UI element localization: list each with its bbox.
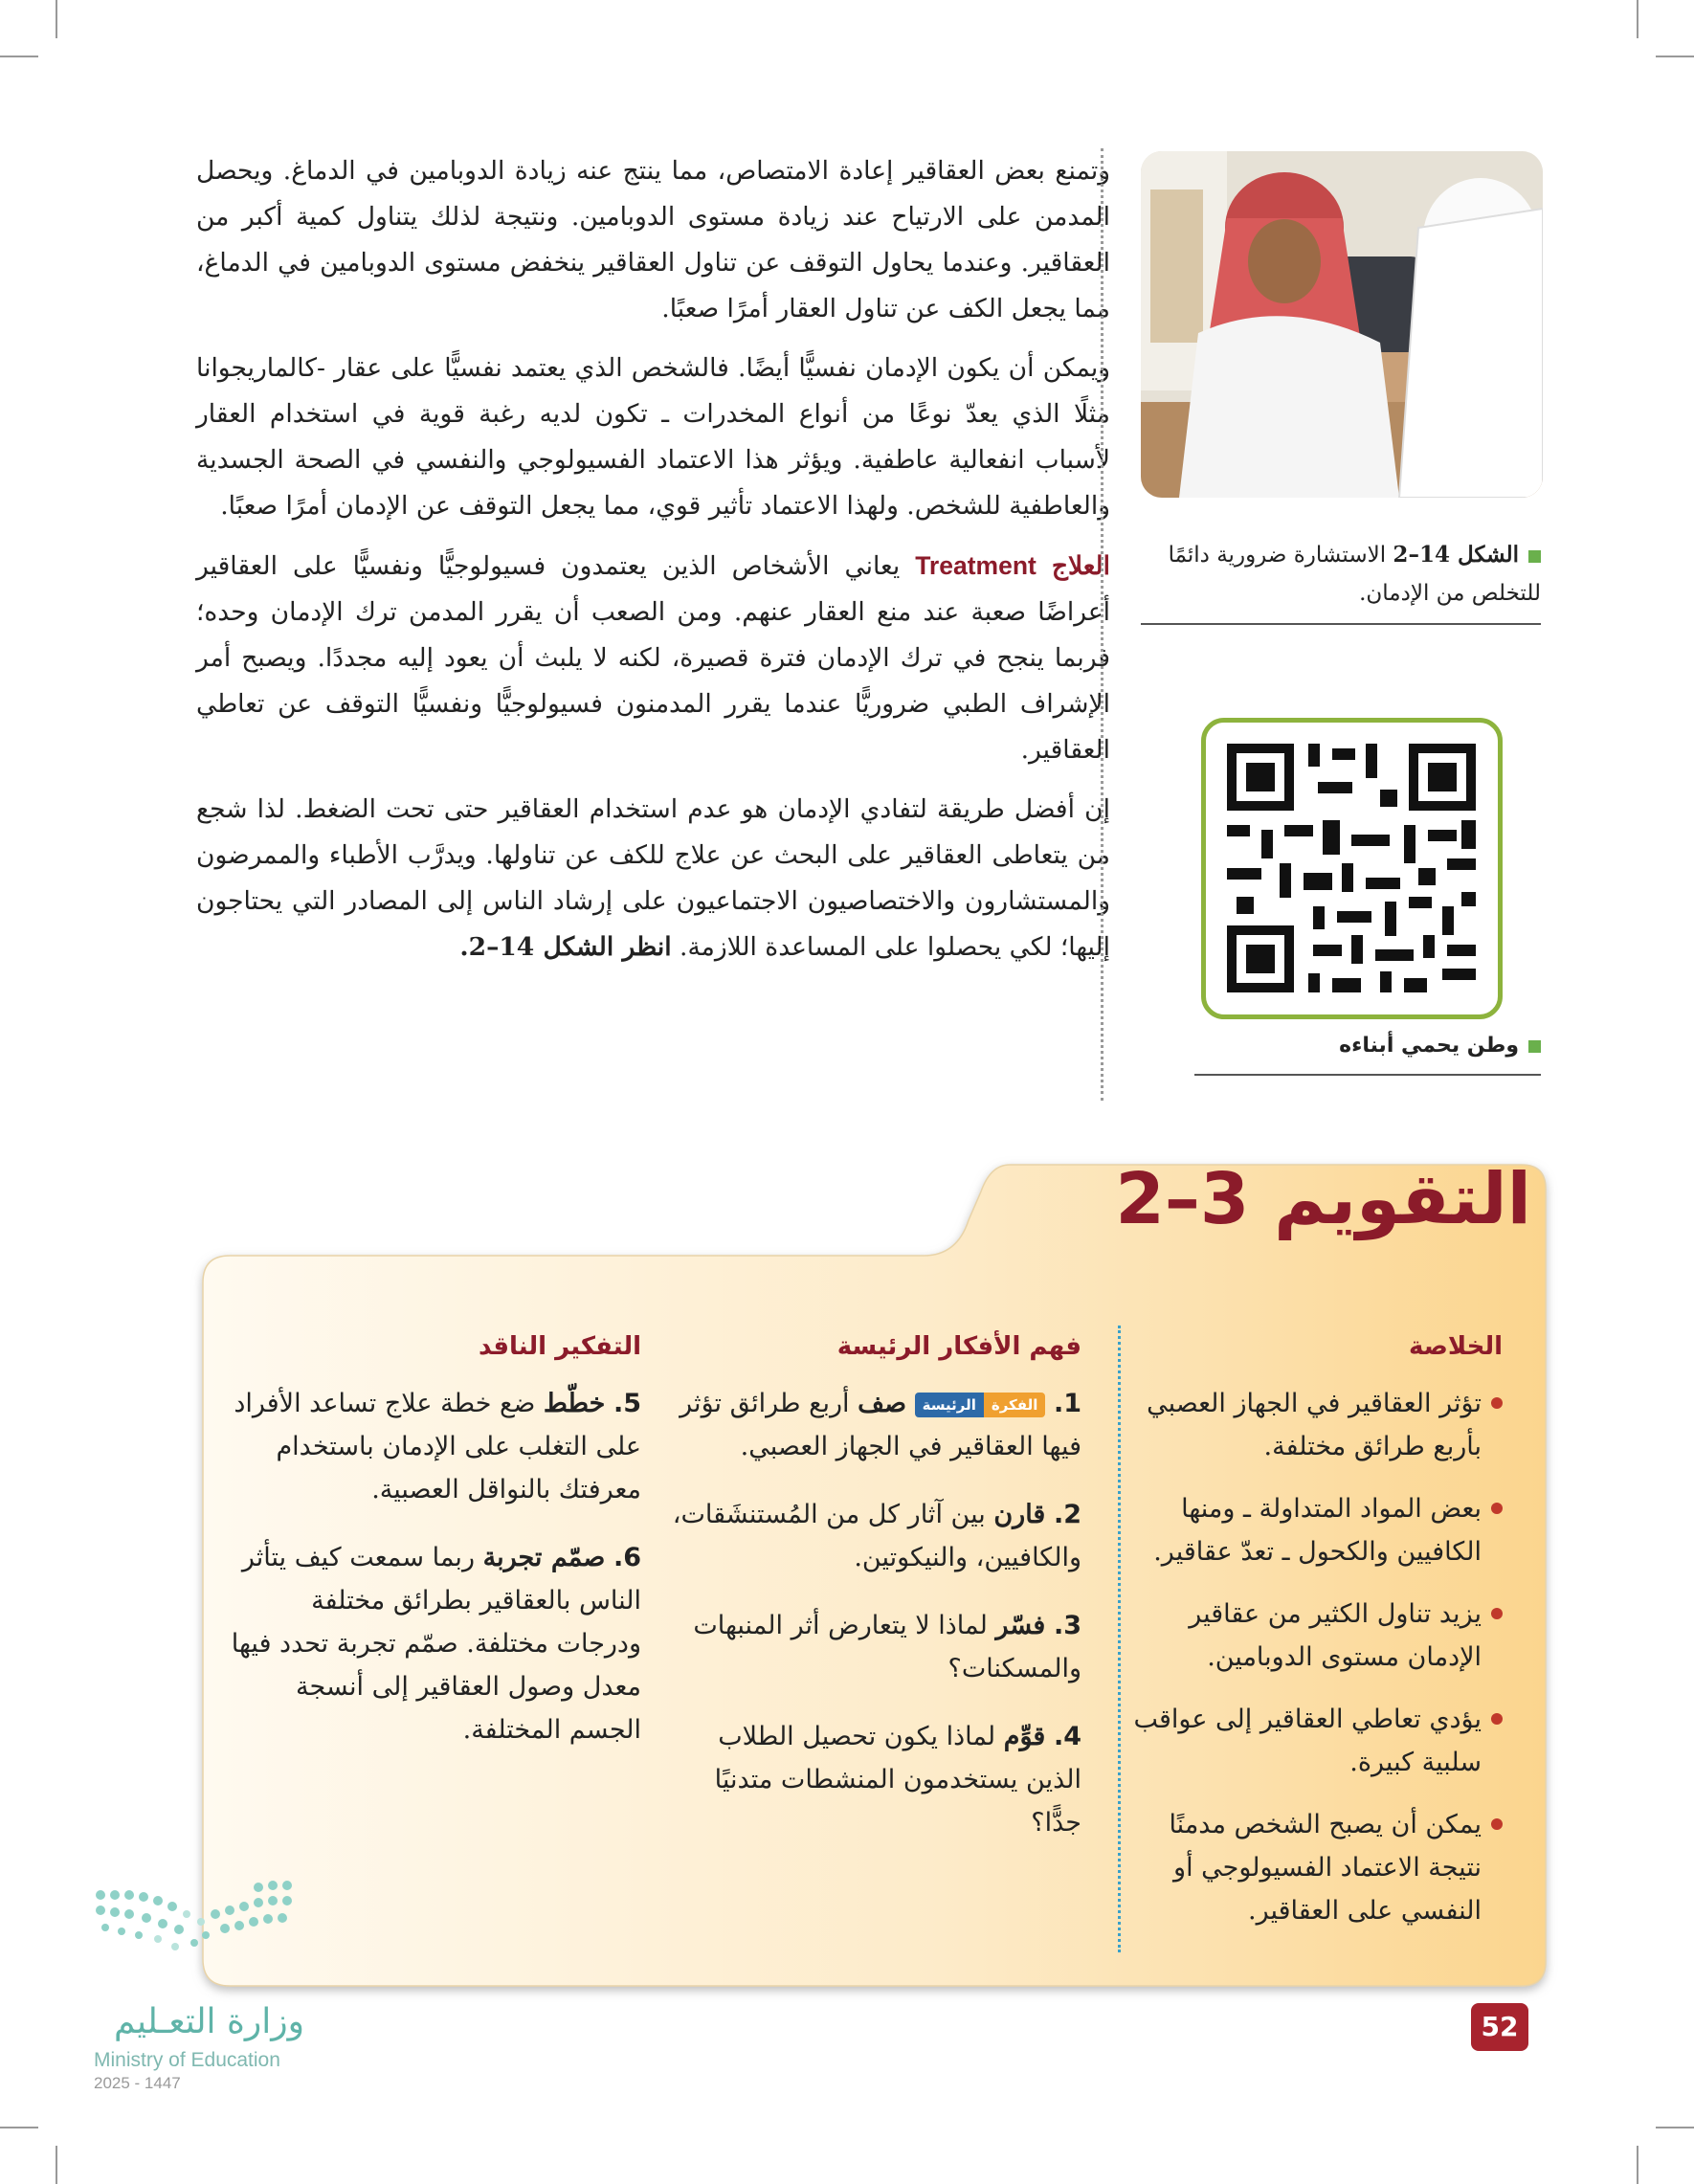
figure-label: الشكل 14–2 bbox=[1393, 542, 1519, 568]
main-ideas-heading: فهم الأفكار الرئيسة bbox=[836, 1332, 1081, 1361]
summary-item: تؤثر العقاقير في الجهاز العصبي بأربع طرائق مختلفة. bbox=[1129, 1382, 1503, 1468]
question-item: 2. قارن بين آثار كل من المُستنشَقات، والكافيين، والنيكوتين. bbox=[672, 1500, 1081, 1572]
ministry-name-arabic: وزارة التعـليم bbox=[114, 2002, 304, 2041]
summary-item: بعض المواد المتداولة ـ ومنها الكافيين والكحول ـ تعدّ عقاقير. bbox=[1129, 1487, 1503, 1573]
question-item: 3. فسّر لماذا لا يتعارض أثر المنبهات والمسكنات؟ bbox=[693, 1611, 1081, 1683]
summary-list bbox=[1129, 1382, 1503, 1932]
summary-item: يؤدي تعاطي العقاقير إلى عواقب سلبية كبيرة. bbox=[1129, 1698, 1503, 1784]
assessment-title: التقويم 3–2 bbox=[1115, 1158, 1531, 1240]
term-arabic: العلاج bbox=[1051, 551, 1110, 581]
question-item: 4. قوِّم لماذا يكون تحصيل الطلاب الذين يستخدمون المنشطات متدنيًا جدًّا؟ bbox=[714, 1722, 1081, 1838]
critical-thinking-column bbox=[225, 1326, 641, 1776]
summary-item: يمكن أن يصبح الشخص مدمنًا نتيجة الاعتماد الفسيولوجي أو النفسي على العقاقير. bbox=[1129, 1803, 1503, 1932]
main-idea-tag: الفكرة bbox=[984, 1393, 1045, 1417]
ministry-year: 2025 - 1447 bbox=[94, 2074, 181, 2092]
bullet-dot-icon bbox=[1491, 1503, 1503, 1514]
summary-column bbox=[1129, 1326, 1503, 1951]
bullet-dot-icon bbox=[1491, 1397, 1503, 1409]
question-list bbox=[670, 1382, 1081, 1844]
paragraph: ويمكن أن يكون الإدمان نفسيًّا أيضًا. فالشخص الذي يعتمد نفسيًّا على عقار -كالماريجوانا مثلًا الذي يعدّ نوعًا من أنواع المخدرات ـ تكون لديه رغبة قوية في استخدام العقار لأسباب انفعالية عاطفية. ويؤثر هذا الاعتماد الفسيولوجي والنفسي في الصحة الجسدية والعاطفية للشخص. ولهذا الاعتماد تأثير قوي، مما يجعل التوقف عن الإدمان أمرًا صعبًا. bbox=[196, 353, 1110, 521]
summary-heading: الخلاصة bbox=[1408, 1332, 1503, 1361]
critical-list bbox=[225, 1382, 641, 1751]
main-idea-tag: الرئيسة bbox=[915, 1393, 984, 1417]
term-english: Treatment bbox=[915, 551, 1036, 580]
figure-reference: انظر الشكل 14–2. bbox=[459, 932, 672, 962]
paragraph-text: إن أفضل طريقة لتفادي الإدمان هو عدم استخدام العقاقير حتى تحت الضغط. لذا شجع من يتعاطى العقاقير على البحث عن علاج للكف عن تناولها. ويدرَّب الأطباء والممرضون والمستشارون والاختصاصيون الاجتماعيون على إرشاد الناس إلى المصادر التي يحتاجون إليها؛ لكي يحصلوا على المساعدة اللازمة. bbox=[196, 794, 1110, 962]
main-ideas-column bbox=[670, 1326, 1081, 1869]
page-number: 52 bbox=[1471, 2003, 1528, 2051]
paragraph: وتمنع بعض العقاقير إعادة الامتصاص، مما ينتج عنه زيادة الدوبامين في الدماغ. ويحصل المدمن على الارتياح عند زيادة مستوى الدوبامين. ونتيجة لذلك يتناول كمية أكبر من العقاقير. وعندما يحاول التوقف عن تناول العقاقير ينخفض مستوى الدوبامين في الدماغ، مما يجعل الكف عن تناول العقار أمرًا صعبًا. bbox=[196, 156, 1110, 323]
question-item: 6. صمّم تجربة ربما سمعت كيف يتأثر الناس بالعقاقير بطرائق مختلفة ودرجات مختلفة. صمّم تجربة تحدد فيها معدل وصول العقاقير إلى أنسجة الجسم المختلفة. bbox=[231, 1543, 641, 1745]
question-item: 1. الفكرةالرئيسة صف أربع طرائق تؤثر فيها العقاقير في الجهاز العصبي. bbox=[680, 1389, 1081, 1461]
summary-item: يزيد تناول الكثير من عقاقير الإدمان مستوى الدوبامين. bbox=[1129, 1593, 1503, 1679]
figure-text: الاستشارة ضرورية دائمًا للتخلص من الإدمان. bbox=[1168, 543, 1541, 606]
bullet-dot-icon bbox=[1491, 1608, 1503, 1619]
column-divider bbox=[1118, 1326, 1121, 1952]
paragraph-text: يعاني الأشخاص الذين يعتمدون فسيولوجيًّا ونفسيًّا على العقاقير أعراضًا صعبة عند منع العقار عنهم. ومن الصعب أن يقرر المدمن ترك الإدمان وحده؛ فربما ينجح في ترك الإدمان فترة قصيرة، لكنه لا يلبث أن يعود إليه مجددًا. ويصبح أمر الإشراف الطبي ضروريًّا عندما يقرر المدمنون فسيولوجيًّا ونفسيًّا التوقف عن تعاطي العقاقير. bbox=[196, 551, 1110, 765]
ministry-logo-icon bbox=[91, 1876, 311, 1991]
bullet-dot-icon bbox=[1491, 1818, 1503, 1830]
question-item: 5. خطّط ضع خطة علاج تساعد الأفراد على التغلب على الإدمان باستخدام معرفتك بالنواقل العصبية. bbox=[234, 1389, 641, 1504]
ministry-name-english: Ministry of Education bbox=[94, 2049, 280, 2071]
bullet-dot-icon bbox=[1491, 1713, 1503, 1725]
qr-label-text: وطن يحمي أبناءه bbox=[1339, 1034, 1519, 1058]
critical-thinking-heading: التفكير الناقد bbox=[478, 1332, 641, 1361]
